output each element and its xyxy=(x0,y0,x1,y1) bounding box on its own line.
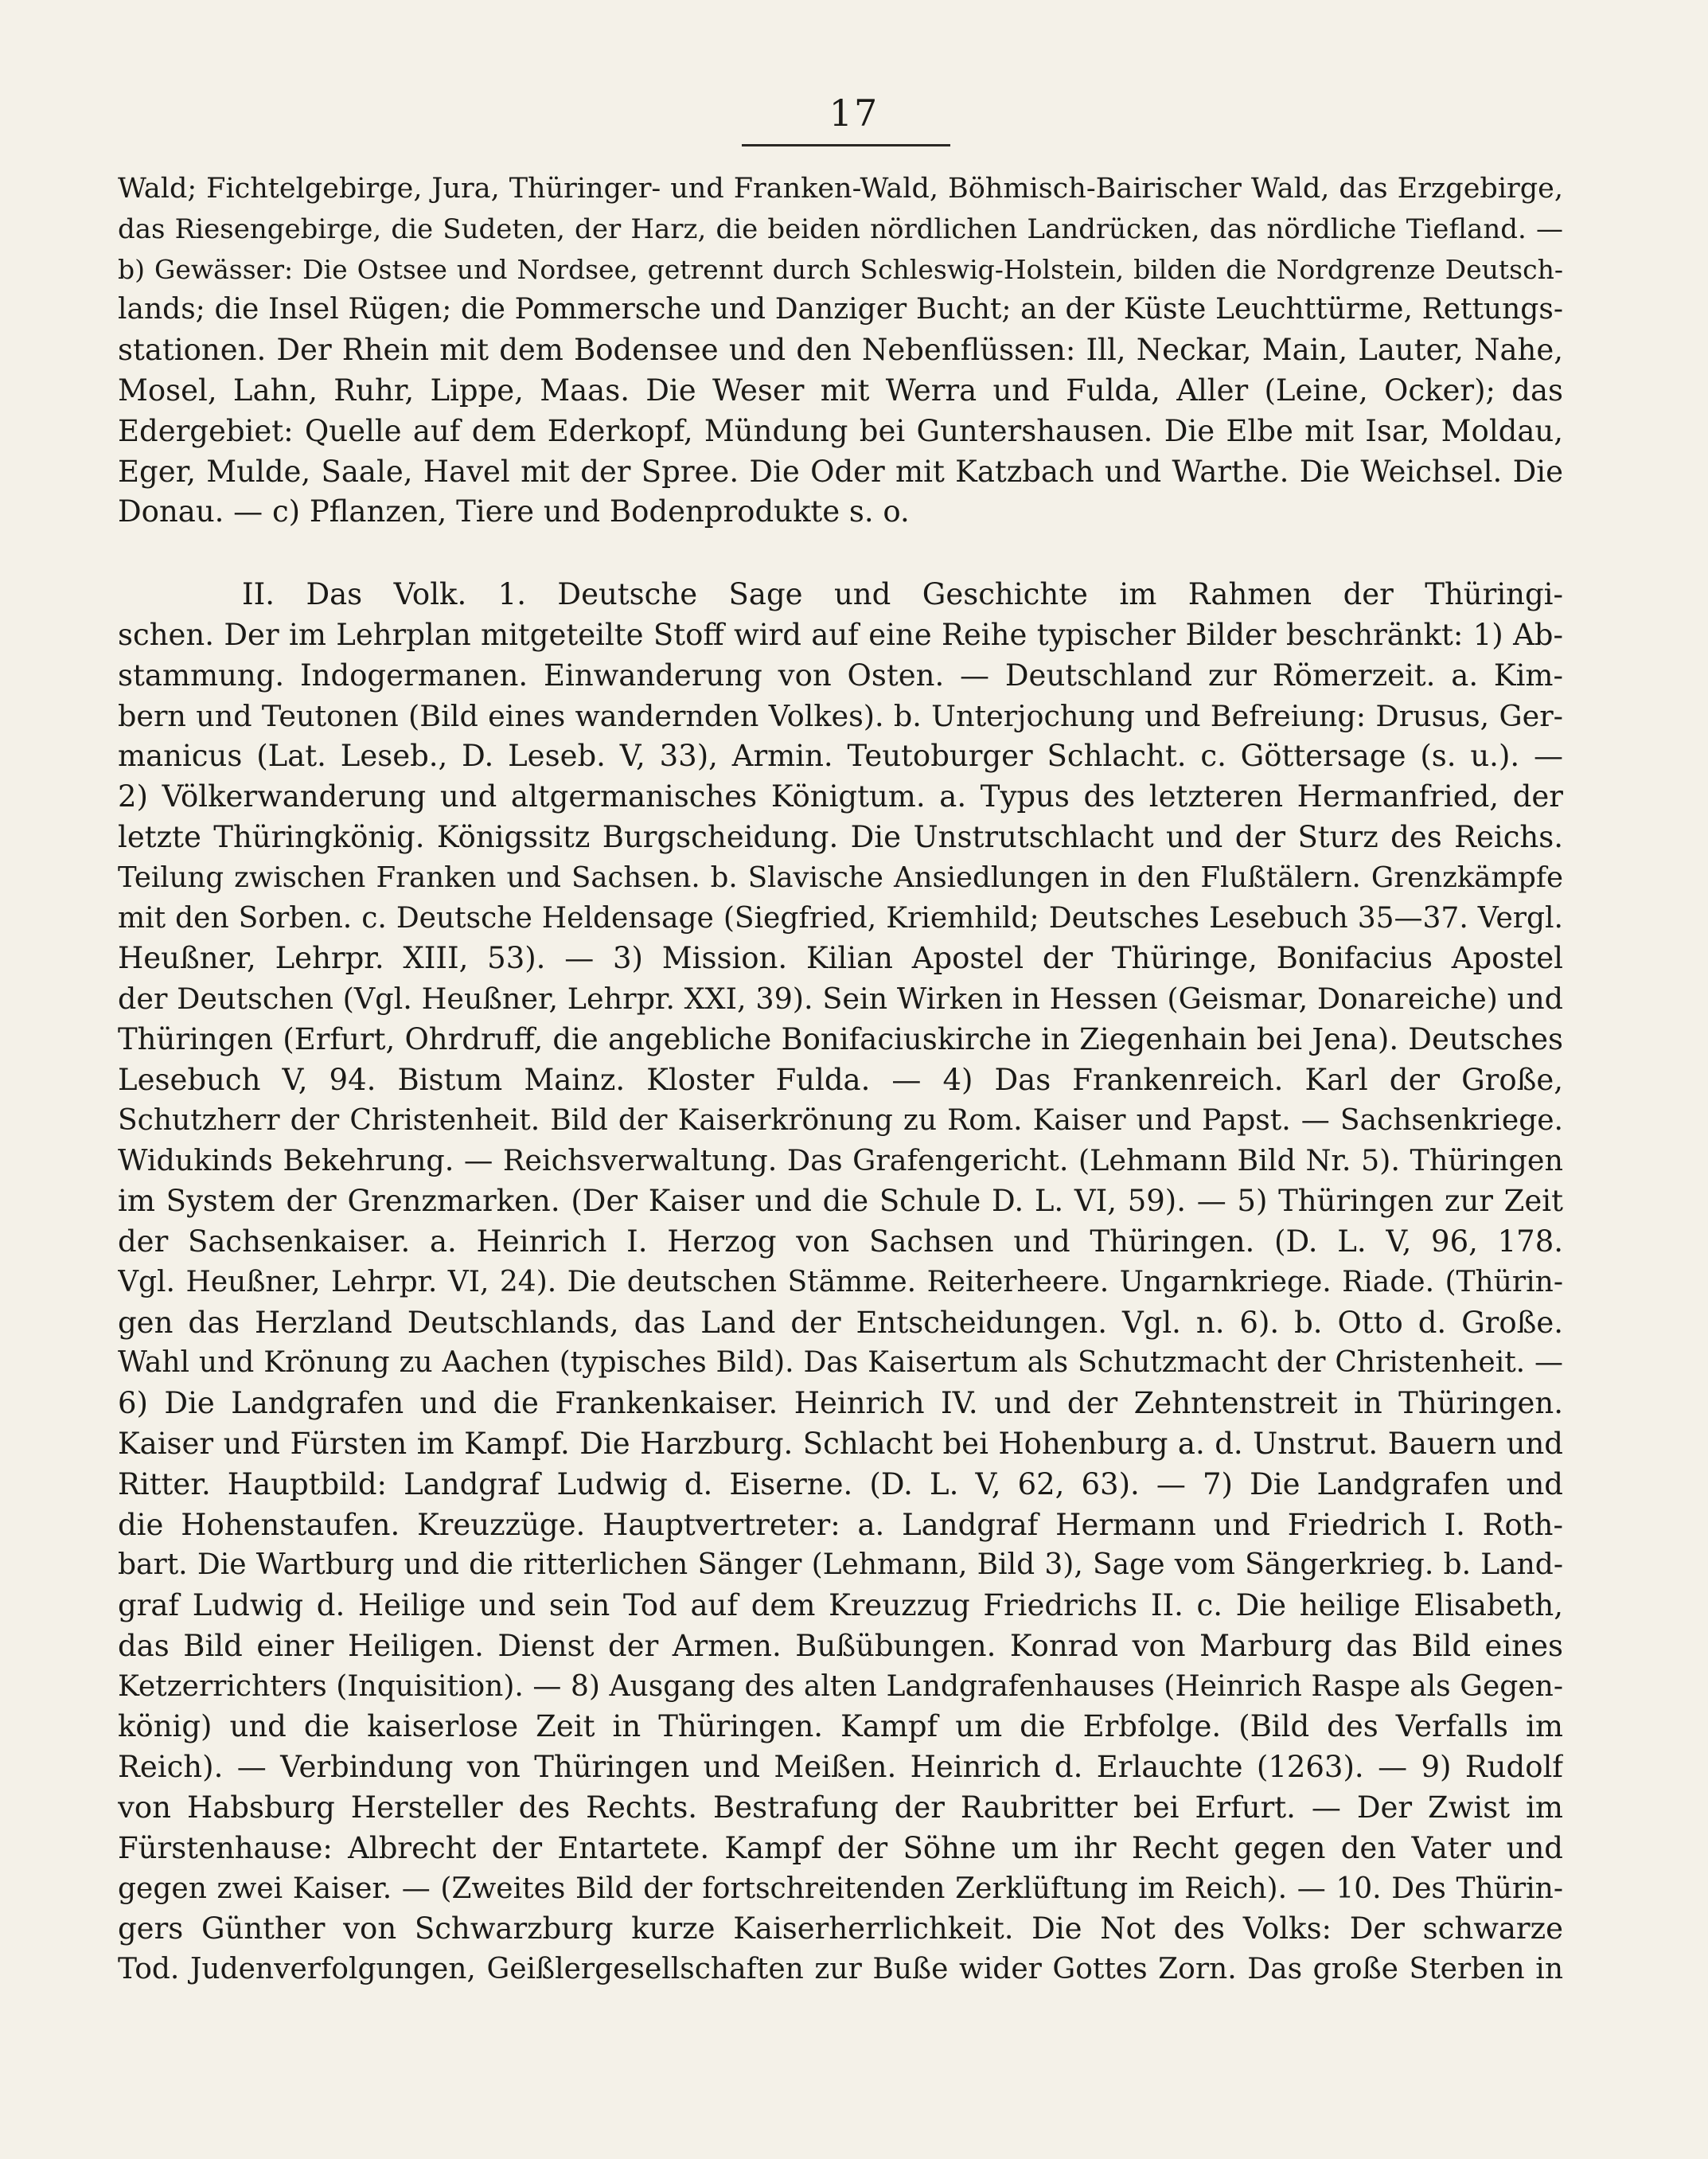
body-text xyxy=(118,169,1563,1990)
text-line: II. Das Volk. 1. Deutsche Sage und Geschichte im Rahmen der Thüringi- xyxy=(242,577,1563,612)
text-line: Kaiser und Fürsten im Kampf. Die Harzburg. Schlacht bei Hohenburg a. d. Unstrut. Bauern und xyxy=(118,1426,1563,1461)
text-line: Eger, Mulde, Saale, Havel mit der Spree. Die Oder mit Katzbach und Warthe. Die Weichsel. Die xyxy=(118,454,1563,489)
text-line: stationen. Der Rhein mit dem Bodensee und den Nebenflüssen: Ill, Neckar, Main, Lauter, Nahe, xyxy=(118,333,1563,368)
text-line: könig) und die kaiserlose Zeit in Thüringen. Kampf um die Erbfolge. (Bild des Verfalls im xyxy=(118,1709,1563,1744)
paragraph-das-volk xyxy=(118,575,1563,1990)
text-line: das Riesengebirge, die Sudeten, der Harz, die beiden nördlichen Landrücken, das nördliche Tiefland. — xyxy=(118,213,1563,245)
text-line: Edergebiet: Quelle auf dem Ederkopf, Mündung bei Guntershausen. Die Elbe mit Isar, Moldau, xyxy=(118,413,1563,448)
text-line: gers Günther von Schwarzburg kurze Kaiserherrlichkeit. Die Not des Volks: Der schwarze xyxy=(118,1911,1563,1946)
text-line: Thüringen (Erfurt, Ohrdruff, die angebliche Bonifaciuskirche in Ziegenhain bei Jena). Deutsches xyxy=(118,1021,1563,1056)
text-line: Reich). — Verbindung von Thüringen und Meißen. Heinrich d. Erlauchte (1263). — 9) Rudolf xyxy=(118,1750,1563,1785)
text-line: Tod. Judenverfolgungen, Geißlergesellschaften zur Buße wider Gottes Zorn. Das große Sterben in xyxy=(118,1953,1563,1986)
text-line: stammung. Indogermanen. Einwanderung von Osten. — Deutschland zur Römerzeit. a. Kim- xyxy=(118,658,1563,693)
text-line: Ritter. Hauptbild: Landgraf Ludwig d. Eiserne. (D. L. V, 62, 63). — 7) Die Landgrafen und xyxy=(118,1466,1563,1501)
text-line: Wald; Fichtelgebirge, Jura, Thüringer- und Franken-Wald, Böhmisch-Bairischer Wald, das Erzgebirge, xyxy=(118,173,1563,205)
text-line: Heußner, Lehrpr. XIII, 53). — 3) Mission. Kilian Apostel der Thüringe, Bonifacius Apostel xyxy=(118,941,1563,976)
text-line: lands; die Insel Rügen; die Pommersche und Danziger Bucht; an der Küste Leuchttürme, Rettungs- xyxy=(118,293,1563,326)
text-line: 6) Die Landgrafen und die Frankenkaiser. Heinrich IV. und der Zehntenstreit in Thüringen. xyxy=(118,1386,1563,1421)
text-line: bart. Die Wartburg und die ritterlichen Sänger (Lehmann, Bild 3), Sage vom Sängerkrieg. b. Land- xyxy=(118,1548,1563,1582)
text-line: Widukinds Bekehrung. — Reichsverwaltung. Das Grafengericht. (Lehmann Bild Nr. 5). Thüringen xyxy=(118,1143,1563,1178)
text-line: graf Ludwig d. Heilige und sein Tod auf dem Kreuzzug Friedrichs II. c. Die heilige Elisabeth, xyxy=(118,1588,1563,1623)
paragraph-gap xyxy=(118,533,1563,575)
text-line: Schutzherr der Christenheit. Bild der Kaiserkrönung zu Rom. Kaiser und Papst. — Sachsenkriege. xyxy=(118,1103,1563,1137)
header-rule xyxy=(742,144,950,146)
text-line: schen. Der im Lehrplan mitgeteilte Stoff wird auf eine Reihe typischer Bilder beschränkt: 1) Ab- xyxy=(118,617,1563,652)
text-line: Vgl. Heußner, Lehrpr. VI, 24). Die deutschen Stämme. Reiterheere. Ungarnkriege. Riade. (Thürin- xyxy=(118,1265,1563,1298)
text-line: Ketzerrichters (Inquisition). — 8) Ausgang des alten Landgrafenhauses (Heinrich Raspe als Gegen- xyxy=(118,1669,1563,1703)
text-line: Lesebuch V, 94. Bistum Mainz. Kloster Fulda. — 4) Das Frankenreich. Karl der Große, xyxy=(118,1062,1563,1097)
text-line: im System der Grenzmarken. (Der Kaiser und die Schule D. L. VI, 59). — 5) Thüringen zur Zeit xyxy=(118,1184,1563,1219)
text-line: gen das Herzland Deutschlands, das Land der Entscheidungen. Vgl. n. 6). b. Otto d. Große. xyxy=(118,1305,1563,1340)
text-line: Donau. — c) Pflanzen, Tiere und Bodenprodukte s. o. xyxy=(118,494,910,529)
text-line: letzte Thüringkönig. Königssitz Burgscheidung. Die Unstrutschlacht und der Sturz des Reichs. xyxy=(118,819,1563,854)
text-line: der Deutschen (Vgl. Heußner, Lehrpr. XXI, 39). Sein Wirken in Hessen (Geismar, Donareiche) und xyxy=(118,982,1563,1017)
text-line: das Bild einer Heiligen. Dienst der Armen. Bußübungen. Konrad von Marburg das Bild eines xyxy=(118,1628,1563,1663)
text-line: 2) Völkerwanderung und altgermanisches Königtum. a. Typus des letzteren Hermanfried, der xyxy=(118,779,1563,814)
text-line: gegen zwei Kaiser. — (Zweites Bild der fortschreitenden Zerklüftung im Reich). — 10. Des Thürin- xyxy=(118,1872,1563,1905)
text-line: mit den Sorben. c. Deutsche Heldensage (Siegfried, Kriemhild; Deutsches Lesebuch 35—37. Vergl. xyxy=(118,901,1563,935)
text-line: der Sachsenkaiser. a. Heinrich I. Herzog von Sachsen und Thüringen. (D. L. V, 96, 178. xyxy=(118,1224,1563,1259)
text-line: Mosel, Lahn, Ruhr, Lippe, Maas. Die Weser mit Werra und Fulda, Aller (Leine, Ocker); das xyxy=(118,373,1563,408)
page-number: 17 xyxy=(829,92,879,135)
text-line: Fürstenhause: Albrecht der Entartete. Kampf der Söhne um ihr Recht gegen den Vater und xyxy=(118,1830,1563,1865)
text-line: die Hohenstaufen. Kreuzzüge. Hauptvertreter: a. Landgraf Hermann und Friedrich I. Roth- xyxy=(118,1507,1563,1542)
text-line: manicus (Lat. Leseb., D. Leseb. V, 33), Armin. Teutoburger Schlacht. c. Göttersage (s. u.). — xyxy=(118,739,1563,774)
text-line: Wahl und Krönung zu Aachen (typisches Bild). Das Kaisertum als Schutzmacht der Christenheit. — xyxy=(118,1346,1563,1380)
text-line: von Habsburg Hersteller des Rechts. Bestrafung der Raubritter bei Erfurt. — Der Zwist im xyxy=(118,1790,1563,1825)
paragraph-geography xyxy=(118,169,1563,533)
text-line: Teilung zwischen Franken und Sachsen. b. Slavische Ansiedlungen in den Flußtälern. Grenzkämpfe xyxy=(118,861,1563,894)
text-line: bern und Teutonen (Bild eines wandernden Volkes). b. Unterjochung und Befreiung: Drusus, Ger- xyxy=(118,698,1563,733)
text-line: b) Gewässer: Die Ostsee und Nordsee, getrennt durch Schleswig-Holstein, bilden die Nordgrenze Deutsch- xyxy=(118,253,1563,285)
